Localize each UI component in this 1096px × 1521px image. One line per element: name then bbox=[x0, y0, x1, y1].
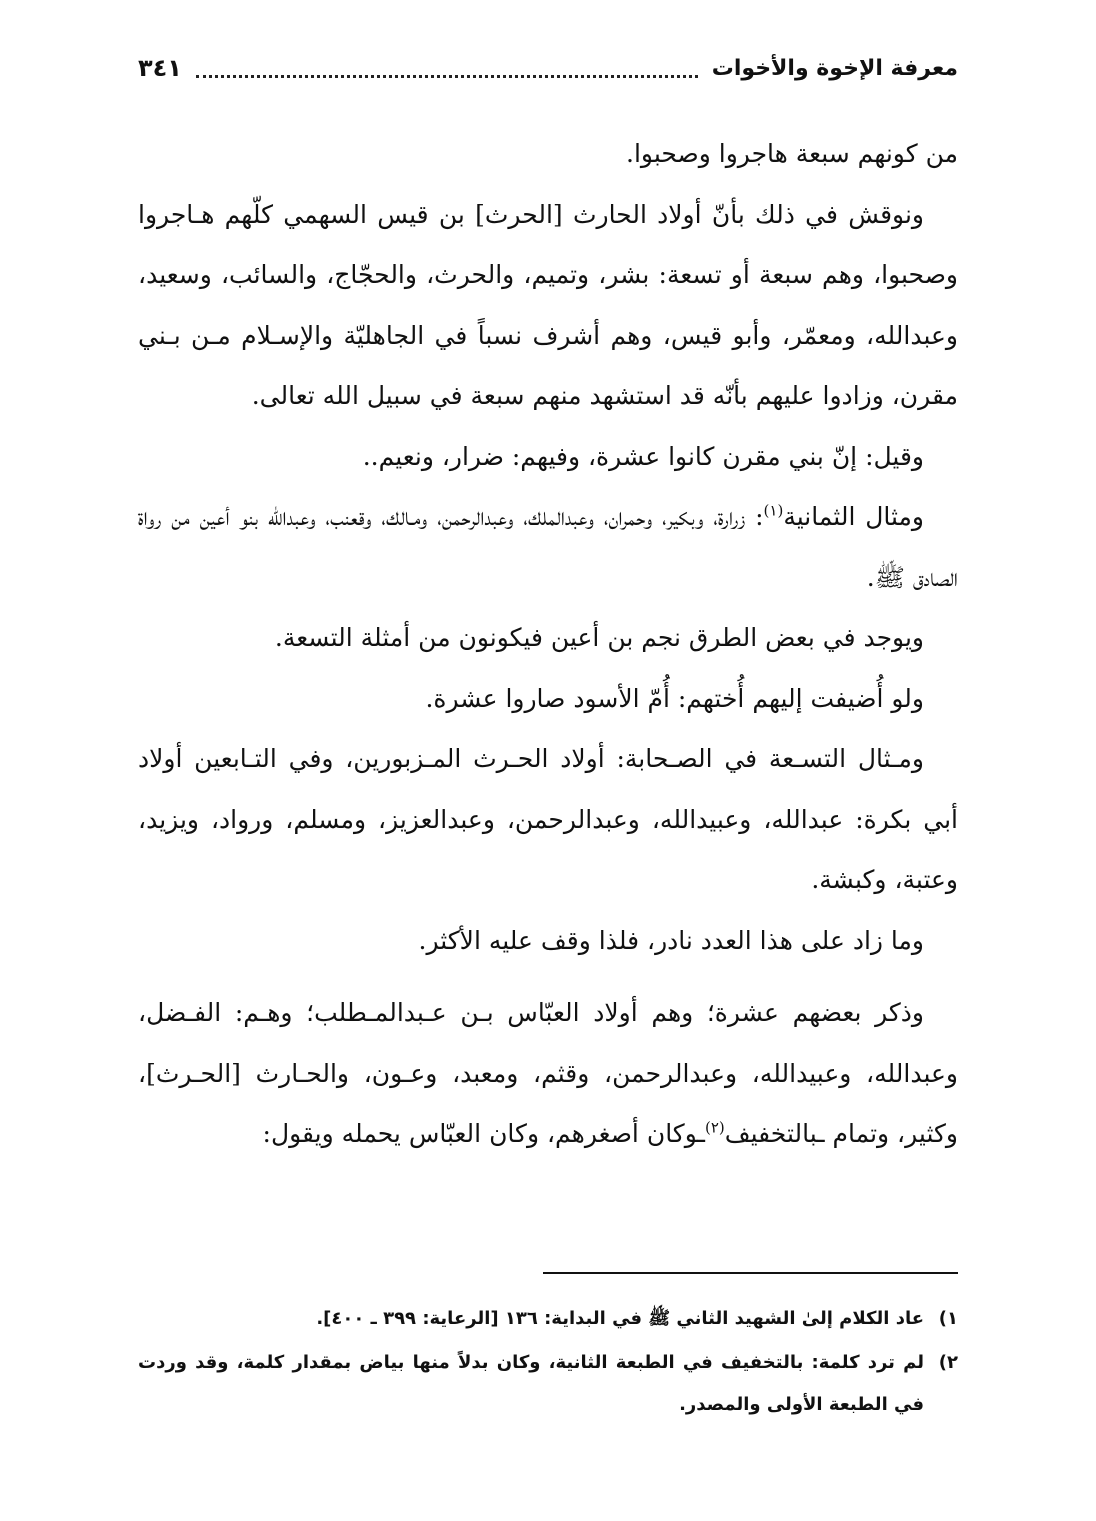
footnote-text: لم ترد كلمة: بالتخفيف في الطبعة الثانية، وكان بدلاً منها بياض بمقدار كلمة، وقد وردت في الطبعة الأولى والمصدر. bbox=[138, 1352, 924, 1415]
footnote-text: عاد الكلام إلىٰ الشهيد الثاني ﷺ في البداية: ١٣٦ [الرعاية: ٣٩٩ ـ ٤٠٠]. bbox=[316, 1308, 924, 1329]
paragraph bbox=[138, 983, 958, 1165]
footnote-1 bbox=[138, 1298, 958, 1340]
footnotes bbox=[138, 1298, 958, 1428]
leader-dots bbox=[196, 75, 698, 78]
paragraph: ويوجد في بعض الطرق نجم بن أعين فيكونون من أمثلة التسعة. bbox=[274, 623, 924, 652]
paragraph: وما زاد على هذا العدد نادر، فلذا وقف عليه الأكثر. bbox=[418, 925, 924, 955]
paragraph bbox=[138, 487, 958, 608]
footnote-ref-2[interactable]: (٢) bbox=[704, 1118, 725, 1137]
paragraph: ولو أُضيفت إليهم أُختهم: أُمّ الأسود صاروا عشرة. bbox=[425, 683, 924, 713]
paragraph: ونوقش في ذلك بأنّ أولاد الحارث [الحرث] بن قيس السهمي كلّهم هـاجروا وصحبوا، وهم سبعة أو تسعة: بشر، وتميم، والحرث، والحجّاج، والسائب، وسعيد، وعبدالله، ومعمّر، وأبو قيس، وهم أشرف نسباً في الجاهليّة والإسـلام مـن بـني مقرن، وزادوا عليهم بأنّه قد استشهد منهم سبعة في سبيل الله تعالى. bbox=[138, 199, 958, 410]
paragraph-rest: : زرارة، وبكير، وحمران، وعبدالملك، وعبدالرحمن، ومـالك، وقعنب، وعبدالله بنو أعين من رواة الصادق ﷺ. bbox=[138, 502, 958, 592]
footnote-number: ٢) bbox=[938, 1352, 958, 1373]
paragraph: وقيل: إنّ بني مقرن كانوا عشرة، وفيهم: ضرار، ونعيم.. bbox=[362, 441, 924, 471]
page-number: ٣٤١ bbox=[138, 54, 182, 82]
footnote-ref-1[interactable]: (١) bbox=[763, 501, 784, 520]
paragraph: ومـثال التسـعة في الصـحابة: أولاد الحـرث المـزبورين، وفي التـابعين أولاد أبي بكرة: عبدالله، وعبيدالله، وعبدالرحمن، وعبدالعزيز، ومسلم، ورواد، ويزيد، وعتبة، وكبشة. bbox=[138, 744, 958, 894]
footnote-divider bbox=[543, 1272, 958, 1274]
main-text bbox=[138, 124, 958, 1165]
paragraph-lead: ومثال الثمانية bbox=[783, 502, 924, 531]
paragraph-lead: وذكر بعضهم عشرة؛ وهم أولاد العبّاس بـن عـبدالمـطلب؛ وهـم: الفـضل، وعبدالله، وعبيدالله، وعبدالرحمن، وقثم، ومعبد، وعـون، والحـارث [الحـرث]، وكثير، وتمام ـبالتخفيف bbox=[138, 998, 958, 1148]
chapter-title: معرفة الإخوة والأخوات bbox=[711, 55, 958, 81]
running-header bbox=[138, 44, 958, 92]
paragraph: من كونهم سبعة هاجروا وصحبوا. bbox=[626, 139, 958, 168]
footnote-number: ١) bbox=[938, 1308, 958, 1329]
footnote-2 bbox=[138, 1342, 958, 1426]
paragraph-rest: ـوكان أصغرهم، وكان العبّاس يحمله ويقول: bbox=[262, 1119, 705, 1148]
